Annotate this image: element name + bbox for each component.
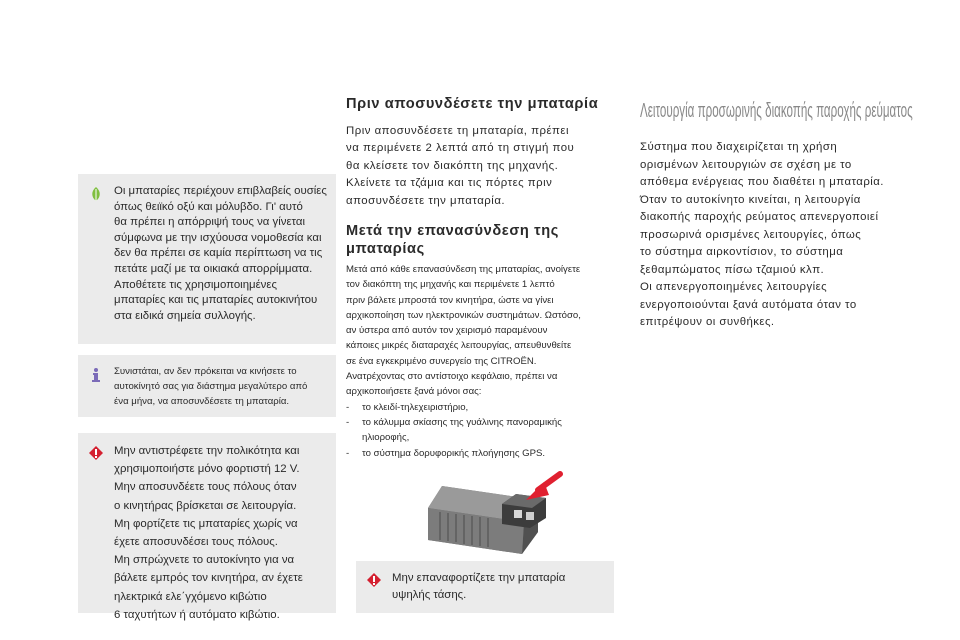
before-disconnect-paragraph: Πριν αποσυνδέσετε τη μπαταρία, πρέπει να περιμένετε 2 λεπτά από τη στιγμή που θα κλείσετε τον διακόπτη της μηχανής. Κλείνετε τα τζάμια και τις πόρτες πριν αποσυνδέσετε την μπαταρία.	[346, 125, 575, 207]
info-note-box	[78, 355, 336, 417]
battery-fuse-box-illustration	[418, 470, 568, 558]
list-item: - το κλειδί-τηλεχειριστήριο,	[346, 401, 469, 413]
warning-icon	[366, 572, 382, 588]
power-cut-paragraph: Σύστημα που διαχειρίζεται τη χρήση ορισμένων λειτουργιών σε σχέση με το απόθεμα ενέργειας που διαθέτει η μπαταρία. Όταν το αυτοκίνητο κινείται, η λειτουργία διακοπής παροχής ρεύματος απενεργοποιεί προσωρινά ορισμένες λειτουργίες, όπως το σύστημα αιρκοντίσιον, το σύστημα ξεθαμπώματος πίσω τζαμιού κλπ. Οι απενεργοποιημένες λειτουργίες ενεργοποιούνται ξανά αυτόματα όταν το επιτρέψουν οι συνθήκες.	[640, 141, 884, 328]
list-item: - το κάλυμμα σκίασης της γυάλινης πανοραμικής	[346, 416, 562, 428]
warning-note-box	[78, 433, 336, 621]
red-arrow	[526, 474, 560, 500]
high-voltage-warning-box	[356, 561, 614, 613]
environment-note-text: Οι μπαταρίες περιέχουν επιβλαβείς ουσίες όπως θειϊκό οξύ και μόλυβδο. Γι' αυτό θα πρέπει η απόρριψή τους να γίνεται σύμφωνα με την ισχύουσα νομοθεσία και δεν θα πρέπει σε καμία περίπτωση να τις πετάτε μαζί με τα οικιακά απορρίμματα. Αποθέτετε τις χρησιμοποιημένες μπαταρίες και τις μπαταρίες αυτοκινήτου στα ειδικά σημεία συλλογής.	[114, 185, 327, 322]
section-heading-after-reconnect: Μετά την επανασύνδεση της μπαταρίας	[346, 223, 559, 257]
list-item: - το σύστημα δορυφορικής πλοήγησης GPS.	[346, 447, 546, 459]
leaf-icon	[88, 186, 104, 202]
high-voltage-warning-text: Μην επαναφορτίζετε την μπαταρία υψηλής τάσης.	[392, 572, 566, 601]
section-heading-power-cut: Λειτουργία προσωρινής διακοπής παροχής ρεύματος	[640, 100, 913, 122]
after-reconnect-paragraph: Μετά από κάθε επανασύνδεση της μπαταρίας, ανοίγετε τον διακόπτη της μηχανής και περιμένετε 1 λεπτό πριν βάλετε μπροστά τον κινητήρα, ώστε να γίνει αρχικοποίηση των ηλεκτρονικών συστημάτων. Ωστόσο, αν ύστερα από αυτόν τον χειρισμό παραμένουν κάποιες μικρές διαταραχές λειτουργίας, απευθυνθείτε σε ένα εγκεκριμένο συνεργείο της CITROËN. Ανατρέχοντας στο αντίστοιχο κεφάλαιο, πρέπει να αρχικοποιήσετε ξανά μόνοι σας: - το κλειδί-τηλεχειριστήριο, - το κάλυμμα σκίασης της γυάλινης πανοραμικής ηλιοροφής, - το σύστημα δορυφορικής πλοήγησης GPS.	[346, 262, 581, 461]
warning-icon	[88, 445, 104, 461]
info-icon	[88, 367, 104, 383]
section-heading-before-disconnect: Πριν αποσυνδέσετε την μπαταρία	[346, 96, 599, 112]
info-note-text: Συνιστάται, αν δεν πρόκειται να κινήσετε το αυτοκίνητό σας για διάστημα μεγαλύτερο από ένα μήνα, να αποσυνδέσετε τη μπαταρία.	[114, 366, 308, 408]
environment-note-box	[78, 174, 336, 344]
warning-note-text: Μην αντιστρέφετε την πολικότητα και χρησιμοποιήστε μόνο φορτιστή 12 V. Μην αποσυνδέετε τους πόλους όταν ο κινητήρας βρίσκεται σε λειτουργία. Μη φορτίζετε τις μπαταρίες χωρίς να έχετε αποσυνδέσει τους πόλους. Μη σπρώχνετε το αυτοκίνητο για να βάλετε εμπρός τον κινητήρα, αν έχετε ηλεκτρικά ελε΄γχόμενο κιβώτιο 6 ταχυτήτων ή αυτόματο κιβώτιο.	[114, 445, 303, 621]
